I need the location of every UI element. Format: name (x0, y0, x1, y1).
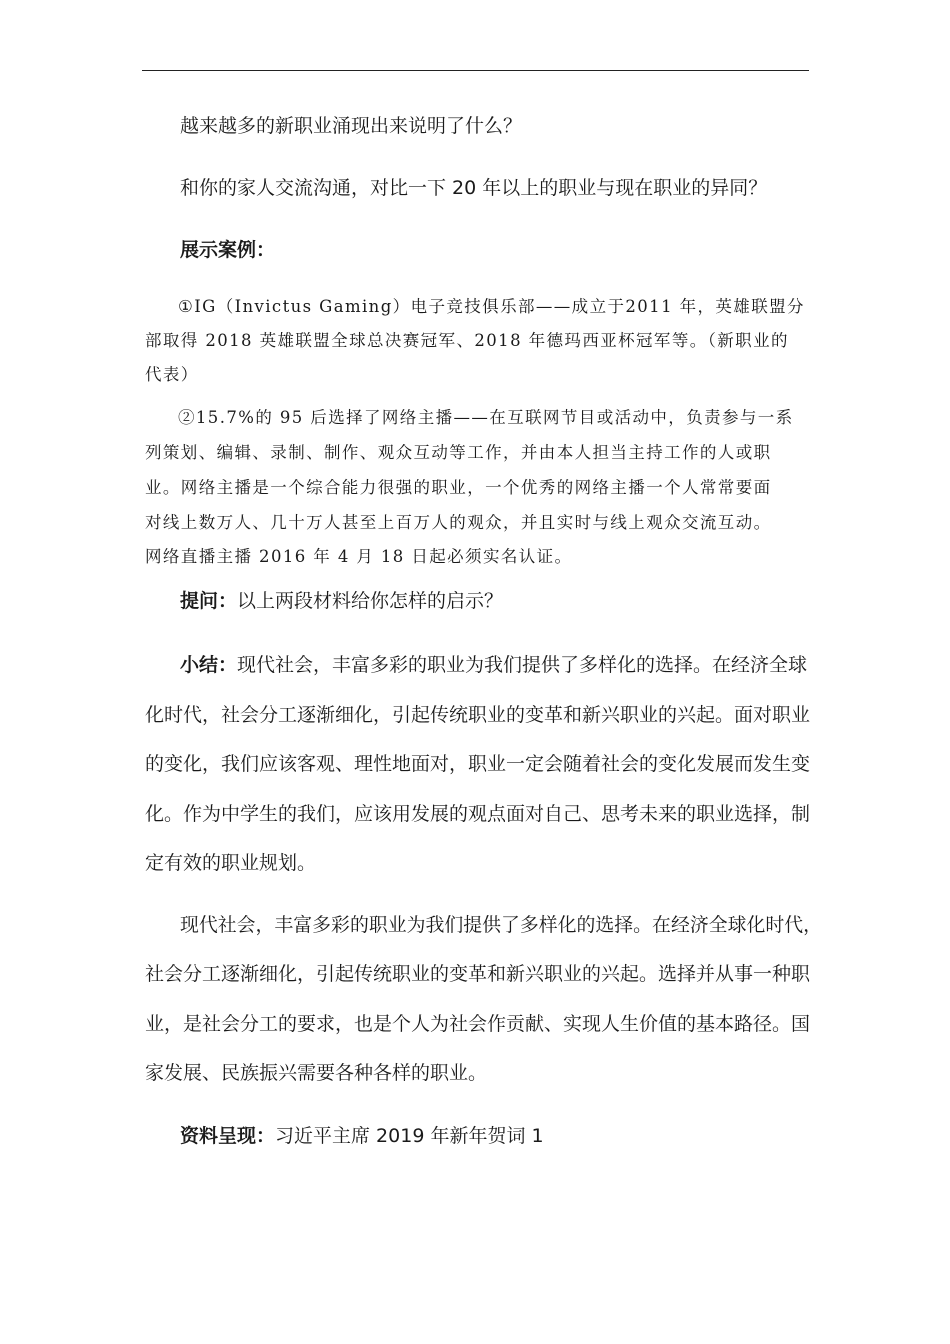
question-1: 越来越多的新职业涌现出来说明了什么？ (180, 115, 523, 137)
case-1-line: 代表） (145, 365, 199, 384)
paragraph-2-line: 社会分工逐渐细化，引起传统职业的变革和新兴职业的兴起。选择并从事一种职 (145, 963, 811, 985)
summary-label: 小结： (180, 654, 238, 676)
case-1-line: ①IG（Invictus Gaming）电子竞技俱乐部——成立于2011 年，英雄联盟分 (178, 297, 805, 316)
question-2: 和你的家人交流沟通，对比一下 20 年以上的职业与现在职业的异同？ (180, 177, 768, 199)
case-2-line: 列策划、编辑、录制、制作、观众互动等工作，并由本人担当主持工作的人或职 (145, 443, 772, 462)
summary-line: 化时代，社会分工逐渐细化，引起传统职业的变革和新兴职业的兴起。面对职业 (145, 704, 811, 726)
paragraph-2-line: 现代社会，丰富多彩的职业为我们提供了多样化的选择。在经济全球化时代， (180, 914, 823, 936)
material-line (180, 1121, 544, 1148)
summary-first-line (180, 650, 807, 677)
summary-line: 的变化，我们应该客观、理性地面对，职业一定会随着社会的变化发展而发生变 (145, 753, 811, 775)
header-rule (142, 70, 809, 71)
summary-line: 化。作为中学生的我们，应该用发展的观点面对自己、思考未来的职业选择，制 (145, 803, 811, 825)
case-2-line: 对线上数万人、几十万人甚至上百万人的观众，并且实时与线上观众交流互动。 (145, 513, 772, 532)
case-2-line: ②15.7%的 95 后选择了网络主播——在互联网节目或活动中，负责参与一系 (178, 408, 794, 427)
case-1-line: 部取得 2018 英雄联盟全球总决赛冠军、2018 年德玛西亚杯冠军等。（新职业的 (145, 331, 789, 350)
case-2-line: 网络直播主播 2016 年 4 月 18 日起必须实名认证。 (145, 547, 573, 566)
cases-heading: 展示案例： (180, 239, 276, 261)
material-label: 资料呈现： (180, 1125, 276, 1147)
material-text: 习近平主席 2019 年新年贺词 1 (275, 1125, 544, 1147)
paragraph-2-line: 业，是社会分工的要求，也是个人为社会作贡献、实现人生价值的基本路径。国 (145, 1013, 811, 1035)
summary-line: 定有效的职业规划。 (145, 852, 317, 874)
prompt-label: 提问： (180, 590, 238, 612)
prompt-line (180, 586, 503, 613)
case-2-line: 业。网络主播是一个综合能力很强的职业，一个优秀的网络主播一个人常常要面 (145, 478, 772, 497)
prompt-text: 以上两段材料给你怎样的启示？ (237, 590, 504, 612)
summary-first-text: 现代社会，丰富多彩的职业为我们提供了多样化的选择。在经济全球 (237, 654, 808, 676)
paragraph-2-line: 家发展、民族振兴需要各种各样的职业。 (145, 1062, 488, 1084)
